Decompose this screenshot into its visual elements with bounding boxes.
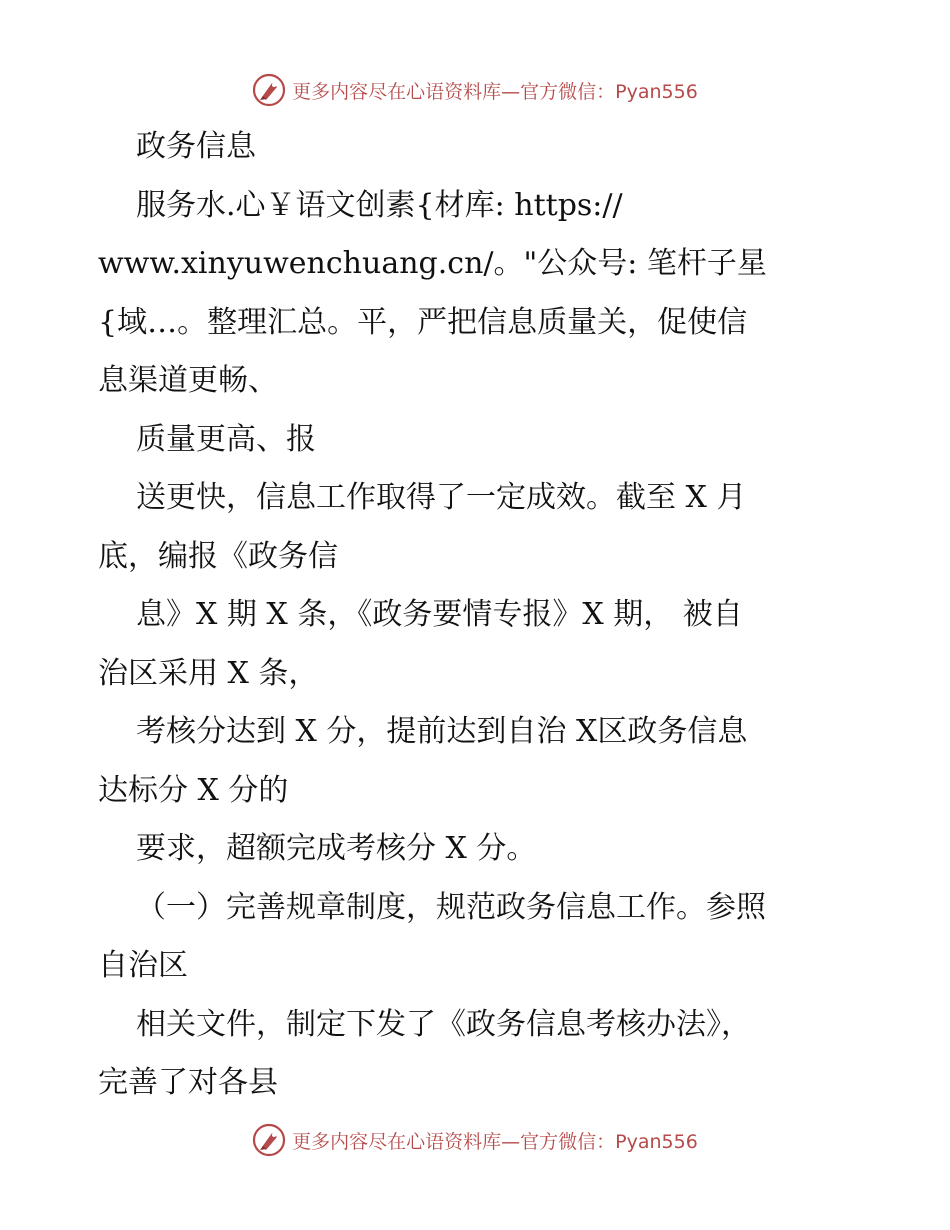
footer-banner	[0, 1120, 950, 1160]
pen-nib-logo-icon	[252, 1123, 286, 1157]
text-line: （一）完善规章制度，规范政务信息工作。参照	[136, 889, 766, 925]
text-line: 相关文件，制定下发了《政务信息考核办法》，	[136, 1006, 751, 1042]
text-line: 底，编报《政务信	[98, 538, 338, 574]
text-line: 息渠道更畅、	[98, 363, 278, 398]
text-line: 送更快，信息工作取得了一定成效。截至 X 月	[136, 480, 747, 515]
text-line: 息》X 期 X 条，《政务要情专报》X 期， 被自	[136, 597, 743, 632]
header-banner	[0, 70, 950, 110]
text-line: 政务信息	[136, 129, 256, 164]
text-line: 服务水.心￥语文创素{材库: https://	[136, 187, 623, 223]
text-line: 考核分达到 X 分，提前达到自治 X区政务信息	[136, 714, 748, 749]
banner-text: 更多内容尽在心语资料库—官方微信：Pyan556	[292, 80, 698, 103]
banner-text: 更多内容尽在心语资料库—官方微信：Pyan556	[292, 1130, 698, 1153]
pen-nib-logo-icon	[252, 73, 286, 107]
text-line: 质量更高、报	[136, 421, 316, 457]
text-line: 治区采用 X 条，	[98, 655, 319, 691]
text-line: 达标分 X 分的	[98, 772, 289, 808]
text-line: 自治区	[98, 948, 188, 983]
text-line: {域…。整理汇总。平，严把信息质量关，促使信	[98, 304, 748, 340]
text-line: 要求，超额完成考核分 X 分。	[136, 831, 537, 866]
text-line: 完善了对各县	[98, 1065, 278, 1100]
document-body	[98, 118, 858, 1113]
text-line: www.xinyuwenchuang.cn/。"公众号: 笔杆子星	[98, 246, 767, 281]
